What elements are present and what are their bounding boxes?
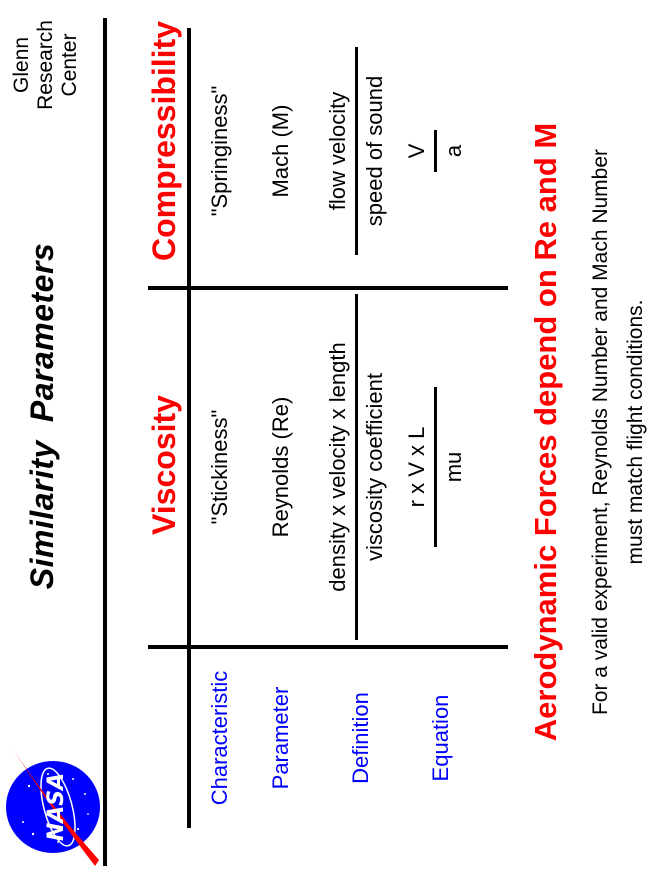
fraction-bar xyxy=(355,294,358,640)
row-label-characteristic: Characteristic xyxy=(207,670,232,806)
fraction-bar xyxy=(355,47,358,255)
column-header-viscosity: Viscosity xyxy=(146,395,182,535)
row-label-equation: Equation xyxy=(428,694,453,782)
fraction-numerator: density x velocity x length xyxy=(325,342,350,592)
svg-text:NASA: NASA xyxy=(44,772,69,842)
fraction-numerator: flow velocity xyxy=(325,91,350,211)
nasa-logo-icon xyxy=(3,734,103,874)
cell-viscosity-parameter: Reynolds (Re) xyxy=(268,396,293,538)
footer-text-line: For a valid experiment, Reynolds Number and Mach Number xyxy=(589,148,612,716)
cell-compressibility-parameter: Mach (M) xyxy=(268,104,293,198)
definition-compressibility-fraction xyxy=(323,16,390,286)
center-name-line: Research xyxy=(34,20,57,110)
table-column-header-divider xyxy=(187,28,191,828)
fraction-denominator: viscosity coefficient xyxy=(362,373,387,561)
column-header-compressibility: Compressibility xyxy=(146,20,182,262)
definition-viscosity-fraction xyxy=(323,290,390,644)
fraction-denominator: speed of sound xyxy=(362,75,387,227)
cell-compressibility-characteristic: "Springiness" xyxy=(207,85,232,217)
header-divider xyxy=(103,18,107,866)
center-name-line: Glenn xyxy=(10,36,33,93)
fraction-bar xyxy=(434,130,437,172)
fraction-denominator: a xyxy=(441,144,466,158)
footer-text-line: must match flight conditions. xyxy=(624,299,647,565)
table-divider-label-viscosity xyxy=(148,645,508,649)
fraction-numerator: V xyxy=(404,143,429,159)
page-title xyxy=(24,206,61,626)
fraction-denominator: mu xyxy=(441,451,466,483)
cell-viscosity-characteristic: "Stickiness" xyxy=(207,409,232,525)
row-label-definition: Definition xyxy=(348,692,373,784)
title-word-parameters: Parameters xyxy=(24,242,60,423)
title-word-similarity: Similarity xyxy=(24,440,60,590)
equation-compressibility-fraction xyxy=(402,16,469,286)
footer-headline: Aerodynamic Forces depend on Re and M xyxy=(528,122,563,742)
equation-viscosity-fraction xyxy=(402,290,469,644)
row-label-parameter: Parameter xyxy=(268,686,293,790)
center-name xyxy=(10,20,82,110)
fraction-numerator: r x V x L xyxy=(404,426,429,508)
footer-text xyxy=(583,20,653,844)
fraction-bar xyxy=(434,387,437,547)
center-name-line: Center xyxy=(58,33,81,97)
